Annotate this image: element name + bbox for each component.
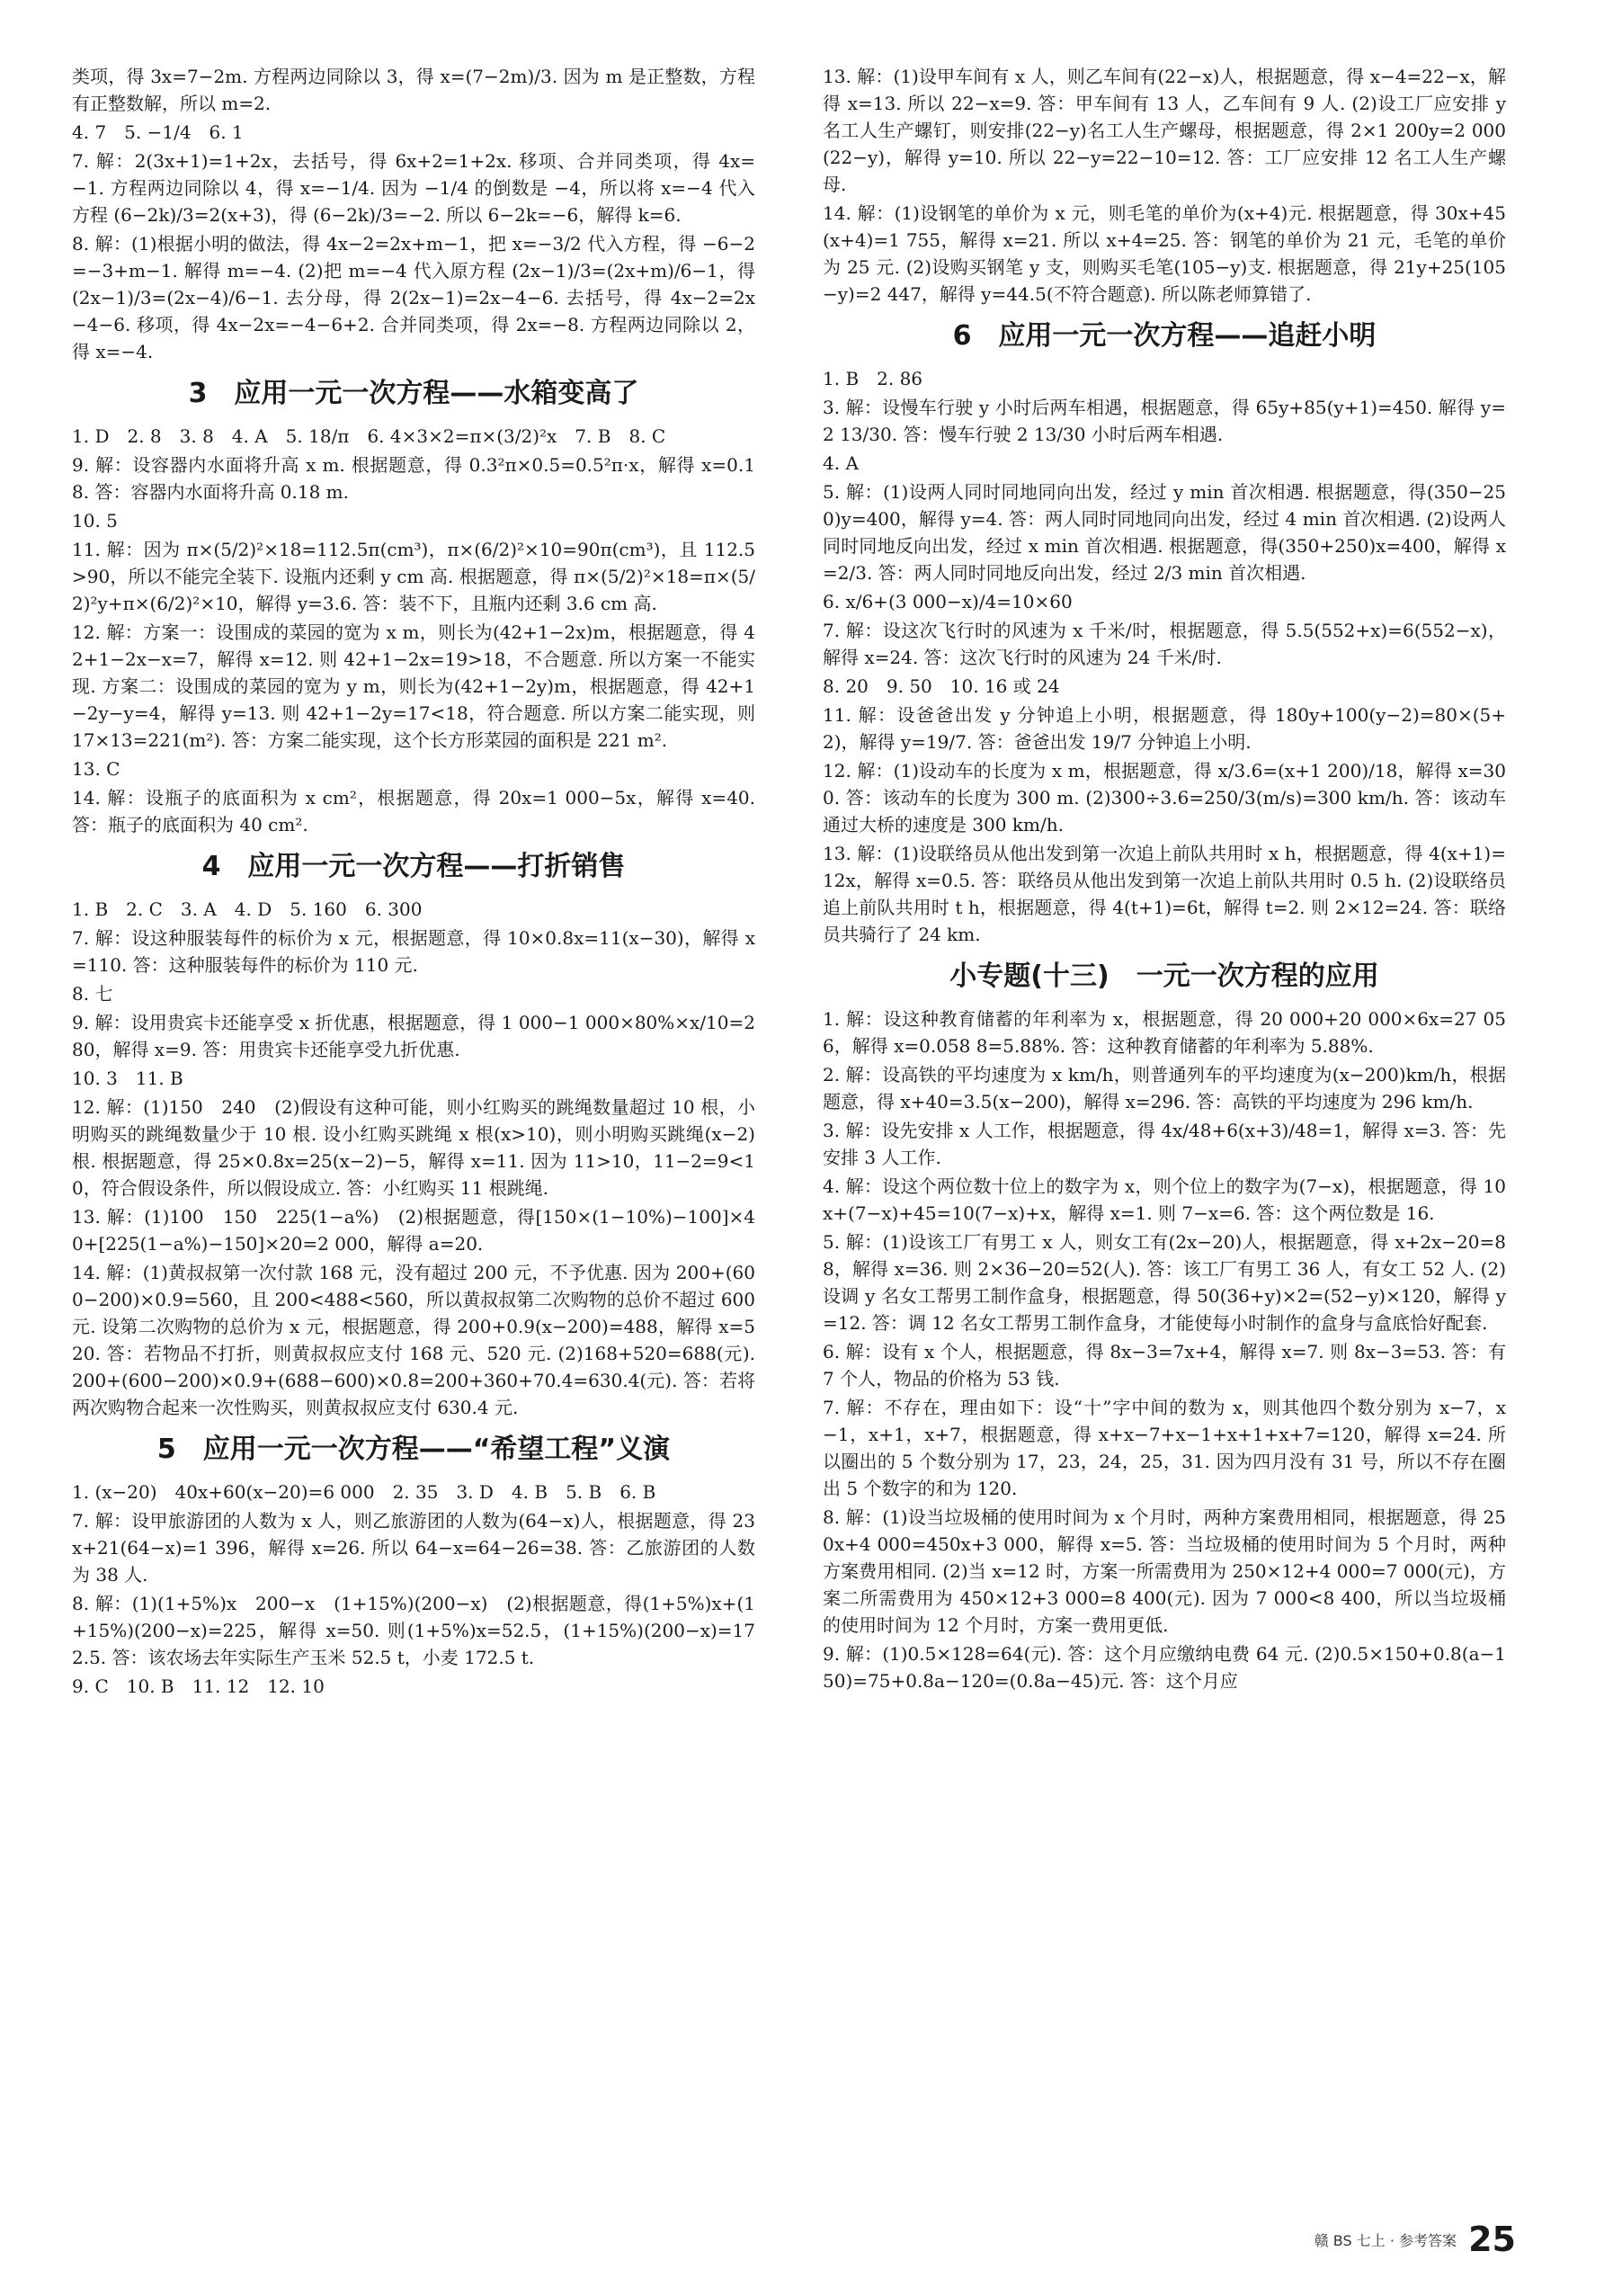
answer-item: 7. 解：不存在，理由如下：设“十”字中间的数为 x，则其他四个数分别为 x−7，x−1，x+1，x+7，根据题意，得 x+x−7+x−1+x+1+x+7=120，解得 x=24. 所以圈出的 5 个数分别为 17，23，24，25，31. 因为四月没有 31 号，所以不存在圈出 5 个数字的和为 120. <box>823 1397 1506 1499</box>
answer-item: 10. 3 11. B <box>72 1068 183 1089</box>
answer-item: 3. 解：设慢车行驶 y 小时后两车相遇，根据题意，得 65y+85(y+1)=450. 解得 y=2 13/30. 答：慢车行驶 2 13/30 小时后两车相遇. <box>823 397 1506 445</box>
answer-item: 12. 解：(1)150 240 (2)假设有这种可能，则小红购买的跳绳数量超过 10 根，小明购买的跳绳数量少于 10 根. 设小红购买跳绳 x 根(x>10)，则小明购买跳绳(x−2)根. 根据题意，得 25×0.8x=25(x−2)−5，解得 x=11. 因为 11>10，11−2=9<10，符合假设条件，所以假设成立. 答：小红购买 11 根跳绳. <box>72 1096 755 1199</box>
answer-item: 11. 解：因为 π×(5/2)²×18=112.5π(cm³)，π×(6/2)²×10=90π(cm³)，且 112.5>90，所以不能完全装下. 设瓶内还剩 y cm 高. 根据题意，得 π×(5/2)²×18=π×(5/2)²y+π×(6/2)²×10，解得 y=3.6. 答：装不下，且瓶内还剩 3.6 cm 高. <box>72 539 755 614</box>
answer-item: 4. A <box>823 452 859 474</box>
footer-label: 赣 BS 七上 · 参考答案 <box>1314 2231 1457 2249</box>
right-column <box>823 63 1506 1696</box>
section-heading: 小专题(十三) 一元一次方程的应用 <box>949 960 1379 992</box>
answer-item: 8. 解：(1)(1+5%)x 200−x (1+15%)(200−x) (2)根据题意，得(1+5%)x+(1+15%)(200−x)=225，解得 x=50. 则(1+5%)x=52.5，(1+15%)(200−x)=172.5. 答：该农场去年实际生产玉米 52.5 t，小麦 172.5 t. <box>72 1593 755 1668</box>
section-heading: 4 应用一元一次方程——打折销售 <box>201 851 626 882</box>
answer-item: 7. 解：2(3x+1)=1+2x，去括号，得 6x+2=1+2x. 移项、合并同类项，得 4x=−1. 方程两边同除以 4，得 x=−1/4. 因为 −1/4 的倒数是 −4，所以将 x=−4 代入方程 (6−2k)/3=2(x+3)，得 (6−2k)/3=−2. 所以 6−2k=−6，解得 k=6. <box>72 150 755 226</box>
answer-item: 8. 解：(1)设当垃圾桶的使用时间为 x 个月时，两种方案费用相同，根据题意，得 250x+4 000=450x+3 000，解得 x=5. 答：当垃圾桶的使用时间为 5 个月时，两种方案费用相同. (2)当 x=12 时，方案一所需费用为 250×12+4 000=7 000(元)，方案二所需费用为 450×12+3 000=8 400(元). 因为 7 000<8 400，所以当垃圾桶的使用时间为 12 个月时，方案一费用更低. <box>823 1506 1506 1636</box>
answer-item: 13. 解：(1)100 150 225(1−a%) (2)根据题意，得[150×(1−10%)−100]×40+[225(1−a%)−150]×20=2 000，解得 a=20. <box>72 1206 755 1255</box>
answer-item: 1. B 2. 86 <box>823 368 923 389</box>
answer-item: 11. 解：设爸爸出发 y 分钟追上小明，根据题意，得 180y+100(y−2)=80×(5+2)，解得 y=19/7. 答：爸爸出发 19/7 分钟追上小明. <box>823 704 1506 753</box>
answer-item: 7. 解：设甲旅游团的人数为 x 人，则乙旅游团的人数为(64−x)人，根据题意，得 23x+21(64−x)=1 396，解得 x=26. 所以 64−x=64−26=38. 答：乙旅游团的人数为 38 人. <box>72 1510 755 1586</box>
answer-item: 5. 解：(1)设两人同时同地同向出发，经过 y min 首次相遇. 根据题意，得(350−250)y=400，解得 y=4. 答：两人同时同地同向出发，经过 4 min 首次相遇. (2)设两人同时同地反向出发，经过 x min 首次相遇. 根据题意，得(350+250)x=400，解得 x=2/3. 答：两人同时同地反向出发，经过 2/3 min 首次相遇. <box>823 481 1506 584</box>
left-column <box>72 63 755 1702</box>
answer-item: 1. D 2. 8 3. 8 4. A 5. 18/π 6. 4×3×2=π×(3/2)²x 7. B 8. C <box>72 425 666 447</box>
answer-item: 1. (x−20) 40x+60(x−20)=6 000 2. 35 3. D 4. B 5. B 6. B <box>72 1481 656 1503</box>
answer-item: 10. 5 <box>72 510 118 532</box>
answer-item: 14. 解：设瓶子的底面积为 x cm²，根据题意，得 20x=1 000−5x，解得 x=40. 答：瓶子的底面积为 40 cm². <box>72 787 755 835</box>
section-heading: 6 应用一元一次方程——追赶小明 <box>952 320 1377 352</box>
answer-item: 7. 解：设这次飞行时的风速为 x 千米/时，根据题意，得 5.5(552+x)=6(552−x)，解得 x=24. 答：这次飞行时的风速为 24 千米/时. <box>823 620 1506 668</box>
page-footer <box>1314 2220 1516 2259</box>
page-number: 25 <box>1468 2220 1516 2259</box>
answer-item: 7. 解：设这种服装每件的标价为 x 元，根据题意，得 10×0.8x=11(x−30)，解得 x=110. 答：这种服装每件的标价为 110 元. <box>72 927 755 976</box>
answer-item: 9. C 10. B 11. 12 12. 10 <box>72 1675 325 1697</box>
answer-item: 14. 解：(1)设钢笔的单价为 x 元，则毛笔的单价为(x+4)元. 根据题意，得 30x+45(x+4)=1 755，解得 x=21. 所以 x+4=25. 答：钢笔的单价为 21 元，毛笔的单价为 25 元. (2)设购买钢笔 y 支，则购买毛笔(105−y)支. 根据题意，得 21y+25(105−y)=2 447，解得 y=44.5(不符合题意). 所以陈老师算错了. <box>823 202 1506 305</box>
answer-item: 13. 解：(1)设联络员从他出发到第一次追上前队共用时 x h，根据题意，得 4(x+1)=12x，解得 x=0.5. 答：联络员从他出发到第一次追上前队共用时 0.5 h. (2)设联络员追上前队共用时 t h，根据题意，得 4(t+1)=6t，解得 t=2. 则 2×12=24. 答：联络员共骑行了 24 km. <box>823 843 1506 945</box>
answer-item: 8. 20 9. 50 10. 16 或 24 <box>823 675 1060 697</box>
answer-item: 2. 解：设高铁的平均速度为 x km/h，则普通列车的平均速度为(x−200)km/h，根据题意，得 x+40=3.5(x−200)，解得 x=296. 答：高铁的平均速度为 296 km/h. <box>823 1064 1506 1112</box>
section-heading: 3 应用一元一次方程——水箱变高了 <box>188 378 639 409</box>
answer-item: 4. 7 5. −1/4 6. 1 <box>72 121 244 143</box>
answer-item: 13. C <box>72 758 120 780</box>
answer-item: 9. 解：设容器内水面将升高 x m. 根据题意，得 0.3²π×0.5=0.5²π·x，解得 x=0.18. 答：容器内水面将升高 0.18 m. <box>72 454 755 503</box>
answer-item: 13. 解：(1)设甲车间有 x 人，则乙车间有(22−x)人，根据题意，得 x−4=22−x，解得 x=13. 所以 22−x=9. 答：甲车间有 13 人，乙车间有 9 人. (2)设工厂应安排 y 名工人生产螺钉，则安排(22−y)名工人生产螺母，根据题意，得 2×1 200y=2 000(22−y)，解得 y=10. 所以 22−y=22−10=12. 答：工厂应安排 12 名工人生产螺母. <box>823 66 1506 195</box>
answer-item: 4. 解：设这个两位数十位上的数字为 x，则个位上的数字为(7−x)，根据题意，得 10x+(7−x)+45=10(7−x)+x，解得 x=1. 则 7−x=6. 答：这个两位数是 16. <box>823 1175 1506 1224</box>
answer-item: 1. B 2. C 3. A 4. D 5. 160 6. 300 <box>72 898 423 920</box>
answer-item: 8. 七 <box>72 983 113 1005</box>
answer-item: 12. 解：方案一：设围成的菜园的宽为 x m，则长为(42+1−2x)m，根据题意，得 42+1−2x−x=7，解得 x=12. 则 42+1−2x=19>18，不合题意. 所以方案一不能实现. 方案二：设围成的菜园的宽为 y m，则长为(42+1−2y)m，根据题意，得 42+1−2y−y=4，解得 y=13. 则 42+1−2y=17<18，符合题意. 所以方案二能实现，则 17×13=221(m²). 答：方案二能实现，这个长方形菜园的面积是 221 m². <box>72 621 755 751</box>
answer-item: 12. 解：(1)设动车的长度为 x m，根据题意，得 x/3.6=(x+1 200)/18，解得 x=300. 答：该动车的长度为 300 m. (2)300÷3.6=250/3(m/s)=300 km/h. 答：该动车通过大桥的速度是 300 km/h. <box>823 760 1506 835</box>
answer-item: 3. 解：设先安排 x 人工作，根据题意，得 4x/48+6(x+3)/48=1，解得 x=3. 答：先安排 3 人工作. <box>823 1120 1506 1168</box>
answer-item: 5. 解：(1)设该工厂有男工 x 人，则女工有(2x−20)人，根据题意，得 x+2x−20=88，解得 x=36. 则 2×36−20=52(人). 答：该工厂有男工 36 人，有女工 52 人. (2)设调 y 名女工帮男工制作盒身，根据题意，得 50(36+y)×2=(52−y)×120，解得 y=12. 答：调 12 名女工帮男工制作盒身，才能使每小时制作的盒身与盒底恰好配套. <box>823 1231 1506 1334</box>
answer-item: 6. x/6+(3 000−x)/4=10×60 <box>823 591 1073 612</box>
answer-item: 6. 解：设有 x 个人，根据题意，得 8x−3=7x+4，解得 x=7. 则 8x−3=53. 答：有 7 个人，物品的价格为 53 钱. <box>823 1341 1506 1389</box>
answer-item: 类项，得 3x=7−2m. 方程两边同除以 3，得 x=(7−2m)/3. 因为 m 是正整数，方程有正整数解，所以 m=2. <box>72 66 755 114</box>
section-heading: 5 应用一元一次方程——“希望工程”义演 <box>156 1434 671 1465</box>
answer-item: 9. 解：设用贵宾卡还能享受 x 折优惠，根据题意，得 1 000−1 000×80%×x/10=280，解得 x=9. 答：用贵宾卡还能享受九折优惠. <box>72 1012 755 1060</box>
answer-item: 1. 解：设这种教育储蓄的年利率为 x，根据题意，得 20 000+20 000×6x=27 056，解得 x=0.058 8=5.88%. 答：这种教育储蓄的年利率为 5.88%. <box>823 1008 1506 1057</box>
answer-item: 14. 解：(1)黄叔叔第一次付款 168 元，没有超过 200 元，不予优惠. 因为 200+(600−200)×0.9=560，且 200<488<560，所以黄叔叔第二次购物的总价不超过 600 元. 设第二次购物的总价为 x 元，根据题意，得 200+0.9(x−200)=488，解得 x=520. 答：若物品不打折，则黄叔叔应支付 168 元、520 元. (2)168+520=688(元). 200+(600−200)×0.9+(688−600)×0.8=200+360+70.4=630.4(元). 答：若将两次购物合起来一次性购买，则黄叔叔应支付 630.4 元. <box>72 1262 755 1418</box>
answer-item: 8. 解：(1)根据小明的做法，得 4x−2=2x+m−1，把 x=−3/2 代入方程，得 −6−2=−3+m−1. 解得 m=−4. (2)把 m=−4 代入原方程 (2x−1)/3=(2x+m)/6−1，得 (2x−1)/3=(2x−4)/6−1. 去分母，得 2(2x−1)=2x−4−6. 去括号，得 4x−2=2x−4−6. 移项，得 4x−2x=−4−6+2. 合并同类项，得 2x=−8. 方程两边同除以 2，得 x=−4. <box>72 233 755 362</box>
answer-item: 9. 解：(1)0.5×128=64(元). 答：这个月应缴纳电费 64 元. (2)0.5×150+0.8(a−150)=75+0.8a−120=(0.8a−45)元. 答：这个月应 <box>823 1643 1506 1692</box>
